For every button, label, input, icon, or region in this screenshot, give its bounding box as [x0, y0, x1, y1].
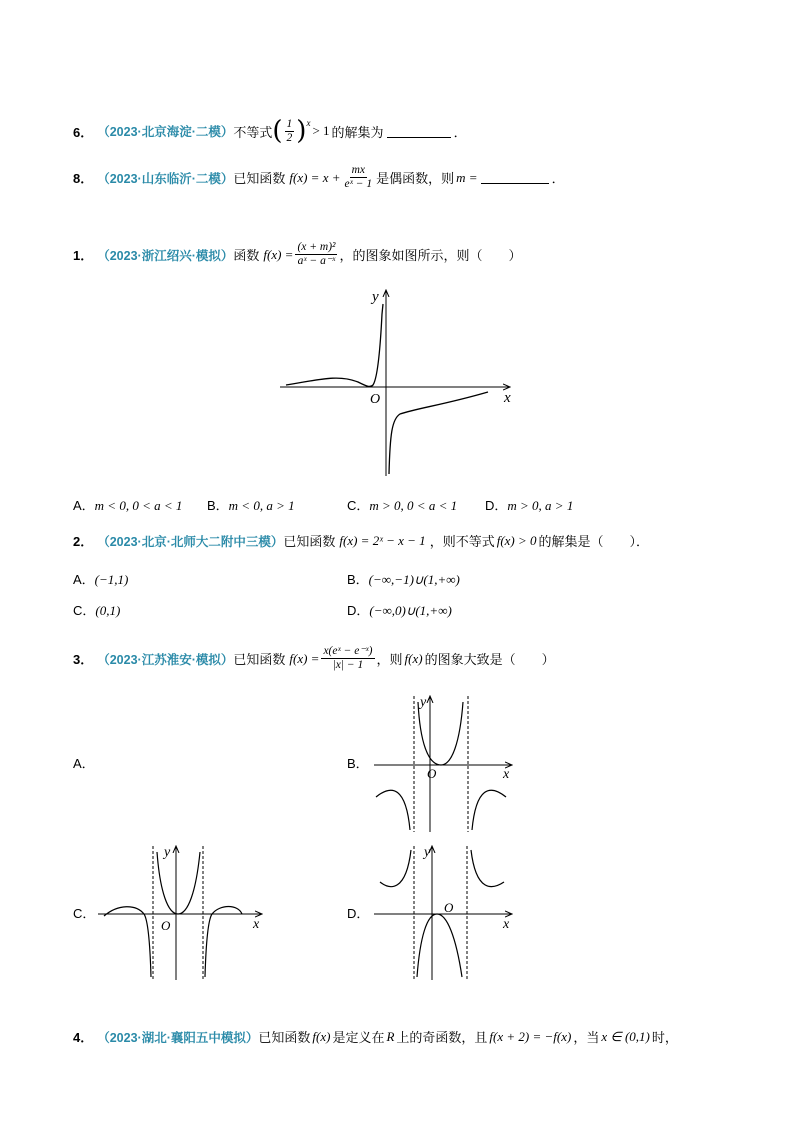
q3-graph-d[interactable]: [372, 842, 517, 982]
question-source: （2023·北京海淀·二模）: [97, 125, 234, 139]
question-source: （2023·北京·北师大二附中三模）: [97, 534, 284, 549]
fraction: $\frac{\text{(x + m)²}}{\text{aˣ − a⁻ˣ}}$: [297, 241, 336, 267]
question-source: （2023·浙江绍兴·模拟）: [97, 248, 234, 263]
svg-text:y: y: [424, 845, 431, 860]
fraction: $\frac{mx}{\text{eˣ − 1}}$: [344, 164, 373, 190]
svg-text:y: y: [420, 695, 427, 710]
option-b[interactable]: B．m < 0, a > 1: [207, 498, 295, 513]
origin-label: O: [370, 392, 381, 407]
option-b[interactable]: B．: [347, 756, 369, 771]
option-d[interactable]: D．m > 0, a > 1: [485, 498, 574, 513]
svg-text:y: y: [164, 845, 171, 860]
q3-graph-c[interactable]: [96, 842, 266, 982]
option-a[interactable]: A．(−1,1): [73, 572, 129, 587]
question-number: 2．: [73, 534, 94, 549]
question-source: （2023·山东临沂·二模）: [97, 171, 234, 186]
option-b[interactable]: B．(−∞,−1)∪(1,+∞): [347, 572, 460, 587]
question-2: 2． （2023·北京·北师大二附中三模） 已知函数 f(x) = 2ˣ − x − 1 ，则不等式 f(x) > 0 的解集是（ ）．: [73, 532, 650, 550]
question-number: 1．: [73, 248, 94, 263]
svg-text:O: O: [427, 766, 437, 781]
option-c[interactable]: C．m > 0, 0 < a < 1: [347, 498, 458, 513]
q3-graph-b[interactable]: [372, 692, 517, 834]
fraction: $\frac{\text{x(eˣ − e⁻ˣ)}}{|x| - 1}$: [323, 645, 373, 671]
svg-text:x: x: [503, 917, 510, 932]
option-c[interactable]: C．: [73, 906, 96, 921]
q1-graph: [278, 284, 518, 480]
svg-text:x: x: [253, 917, 260, 932]
question-6: 6． （2023·北京海淀·二模） 不等式 ( $\frac{1}{2}$ ) $^x$ > 1 的解集为 ．: [73, 116, 467, 146]
answer-blank[interactable]: [387, 125, 451, 138]
question-source: （2023·江苏淮安·模拟）: [97, 652, 234, 667]
option-c[interactable]: C．(0,1): [73, 603, 121, 618]
option-d[interactable]: D．(−∞,0)∪(1,+∞): [347, 603, 452, 618]
question-number: 8．: [73, 171, 94, 186]
option-a[interactable]: A．: [73, 756, 95, 771]
question-source: （2023·湖北·襄阳五中模拟）: [97, 1030, 259, 1045]
y-label: y: [372, 289, 379, 305]
curve-right: [389, 392, 488, 474]
question-1: 1． （2023·浙江绍兴·模拟） 函数 f(x) = $\frac{\text{(x + m)²}}{\text{aˣ − a⁻ˣ}}$ ，的图象如图所示，则（ ）: [73, 241, 522, 267]
question-number: 3．: [73, 652, 94, 667]
question-number: 6．: [73, 124, 94, 140]
question-number: 4．: [73, 1030, 94, 1045]
question-4: 4． （2023·湖北·襄阳五中模拟） 已知函数 f(x) 是定义在 R 上的奇函数，且 f(x + 2) = −f(x) ，当 x ∈ (0,1) 时，: [73, 1028, 678, 1046]
question-8: 8． （2023·山东临沂·二模） 已知函数 f(x) = x + $\frac{mx}{\text{eˣ − 1}}$ 是偶函数，则 m = ．: [73, 164, 565, 190]
svg-text:x: x: [503, 767, 510, 782]
answer-blank[interactable]: [481, 171, 549, 184]
question-3: 3． （2023·江苏淮安·模拟） 已知函数 f(x) = $\frac{\text{x(eˣ − e⁻ˣ)}}{|x| - 1}$ ，则 f(x) 的图象大致是（ ）: [73, 645, 555, 671]
option-d[interactable]: D．: [347, 906, 370, 921]
fraction: $\frac{1}{2}$: [286, 117, 293, 144]
x-label: x: [504, 390, 511, 406]
svg-text:O: O: [444, 900, 454, 915]
option-a[interactable]: A．m < 0, 0 < a < 1: [73, 498, 183, 513]
svg-text:O: O: [161, 918, 171, 933]
curve-left: [286, 304, 383, 386]
